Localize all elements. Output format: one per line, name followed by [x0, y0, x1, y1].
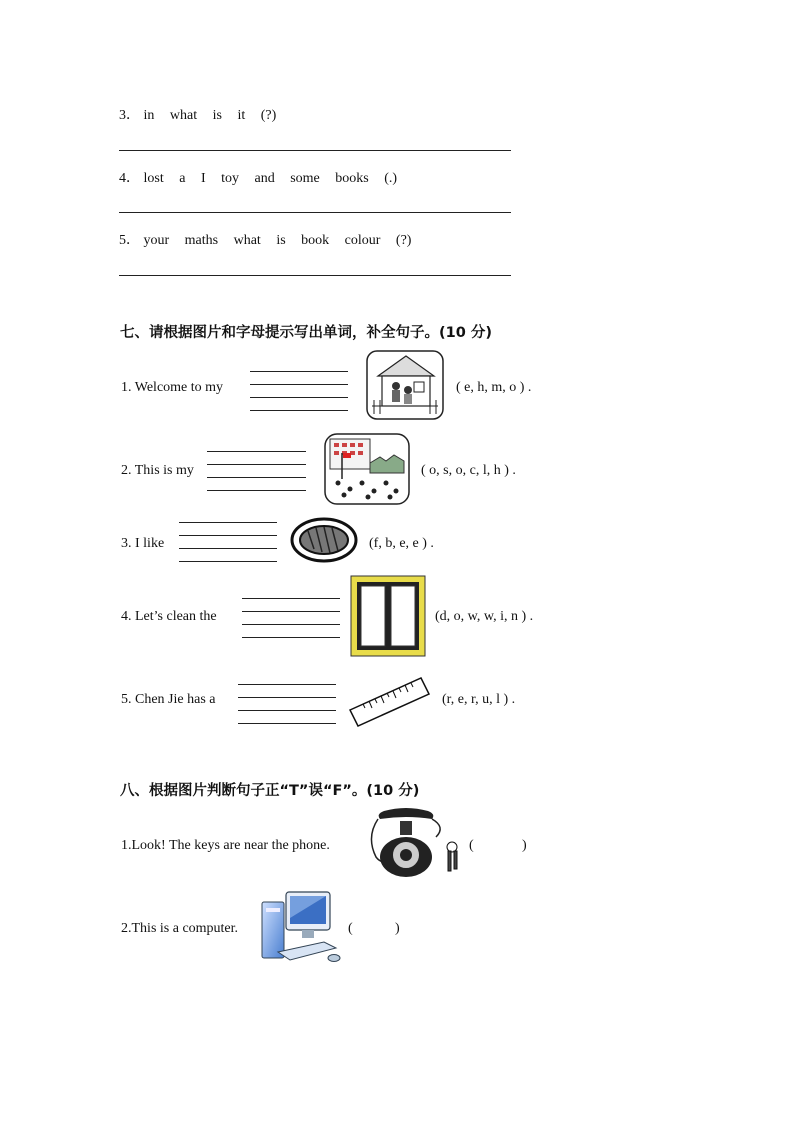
reorder-item-words: lost a I toy and some books (.) [143, 171, 398, 186]
letter-blank-lines[interactable] [207, 451, 306, 503]
reorder-item-3 [119, 104, 276, 124]
window-icon [350, 575, 426, 657]
section7-sentence-3: 3. I like [121, 536, 165, 551]
letter-hint: (r, e, r, u, l ) . [442, 692, 516, 707]
letter-hint: ( e, h, m, o ) . [456, 380, 532, 395]
answer-line[interactable] [119, 150, 511, 151]
beef-icon [290, 517, 358, 563]
letter-blank-lines[interactable] [179, 522, 277, 574]
section7-heading: 七、请根据图片和字母提示写出单词，补全句子。(10 分) [120, 325, 492, 341]
letter-blank-lines[interactable] [242, 598, 340, 650]
reorder-item-4 [119, 167, 397, 187]
answer-paren-open: ( [348, 921, 353, 936]
section7-sentence-4: 4. Let’s clean the [121, 609, 217, 624]
ruler-icon [347, 672, 431, 728]
computer-icon [258, 888, 342, 966]
section8-heading: 八、根据图片判断句子正“T”误“F”。(10 分) [120, 783, 420, 799]
answer-blank[interactable] [358, 921, 392, 939]
reorder-item-number: 3． [119, 108, 140, 123]
section8-sentence-2: 2.This is a computer. [121, 921, 239, 936]
answer-line[interactable] [119, 212, 511, 213]
letter-blank-lines[interactable] [250, 371, 348, 423]
reorder-item-words: your maths what is book colour (?) [143, 233, 412, 248]
house-icon [366, 350, 444, 420]
letter-hint: (f, b, e, e ) . [369, 536, 434, 551]
letter-hint: ( o, s, o, c, l, h ) . [421, 463, 516, 478]
reorder-item-5 [119, 229, 411, 249]
section7-sentence-5: 5. Chen Jie has a [121, 692, 216, 707]
section7-sentence-2: 2. This is my [121, 463, 194, 478]
letter-blank-lines[interactable] [238, 684, 336, 736]
reorder-item-number: 5． [119, 233, 140, 248]
answer-blank[interactable] [480, 838, 518, 856]
reorder-item-number: 4． [119, 171, 140, 186]
answer-paren-close: ) [522, 838, 527, 853]
school-icon [324, 433, 410, 505]
answer-line[interactable] [119, 275, 511, 276]
section7-sentence-1: 1. Welcome to my [121, 380, 224, 395]
answer-paren-open: ( [469, 838, 474, 853]
section8-sentence-1: 1.Look! The keys are near the phone. [121, 838, 330, 853]
letter-hint: (d, o, w, w, i, n ) . [435, 609, 534, 624]
phone-icon [366, 807, 468, 881]
answer-paren-close: ) [395, 921, 400, 936]
reorder-item-words: in what is it (?) [143, 108, 277, 123]
